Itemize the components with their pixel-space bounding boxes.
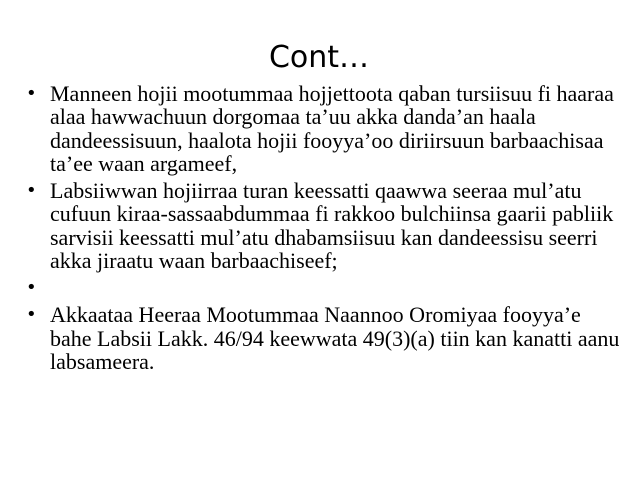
bullet-list — [26, 82, 626, 377]
bullet-item — [26, 276, 626, 299]
bullet-text: Labsiiwwan hojiirraa turan keessatti qaawwa seeraa mul’atu cufuun kiraa-sassaabdummaa fi rakkoo bulchiinsa gaarii pabliik sarvisii keessatti mul’atu dhabamsiisuu kan dandeessisu seerri akka jiraatu waan barbaachiseef; — [50, 178, 614, 274]
bullet-text: Akkaataa Heeraa Mootummaa Naannoo Oromiyaa fooyya’e bahe Labsii Lakk. 46/94 keewwata 49(3)(a) tiin kan kanatti aanu labsameera. — [50, 302, 620, 374]
bullet-item — [26, 179, 626, 272]
bullet-dot-icon: • — [26, 180, 37, 202]
slide-title: Cont… — [268, 40, 370, 75]
bullet-dot-icon: • — [26, 277, 37, 299]
bullet-text: Manneen hojii mootummaa hojjettoota qaban tursiisuu fi haaraa alaa hawwachuun dorgomaa ta’uu akka danda’an haala dandeessisuun, haalota hojii fooyya’oo diriirsuun barbaachisaa ta’ee waan argameef, — [50, 81, 614, 176]
bullet-dot-icon: • — [26, 83, 37, 104]
bullet-dot-icon: • — [26, 304, 37, 326]
bullet-item — [26, 303, 626, 373]
bullet-item — [26, 82, 626, 175]
